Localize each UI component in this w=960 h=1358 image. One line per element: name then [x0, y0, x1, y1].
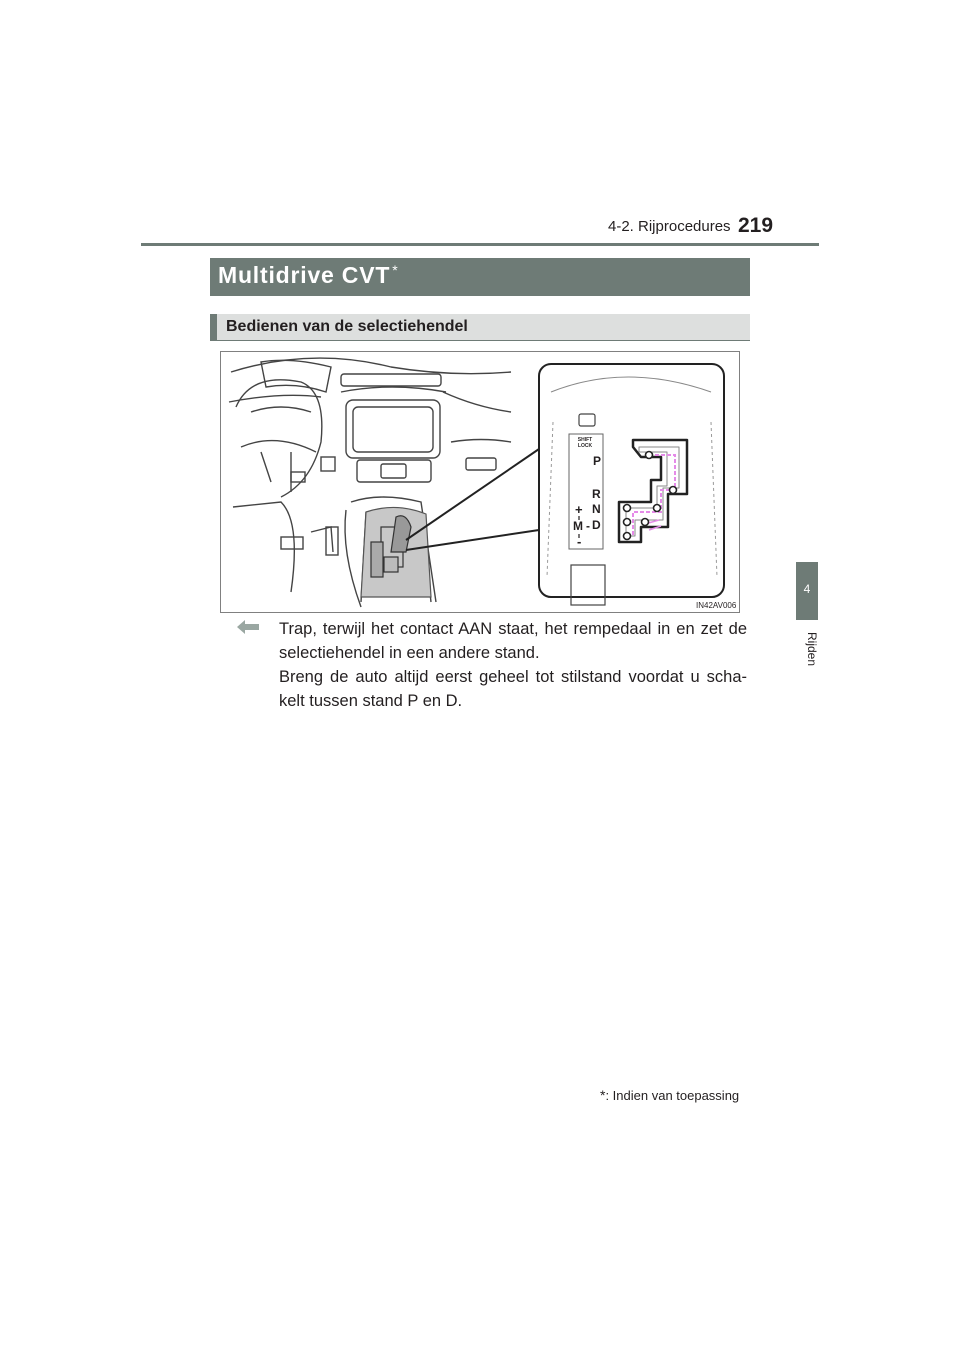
instruction-text [279, 617, 747, 713]
svg-text:-: - [586, 519, 590, 533]
illustration-shift-lever [220, 351, 740, 613]
chapter-tab [796, 562, 818, 620]
footnote-text: : Indien van toepassing [605, 1088, 740, 1103]
page-number: 219 [738, 214, 774, 237]
dashboard-illustration [221, 352, 739, 612]
subheading-bar [210, 314, 750, 341]
manual-m-label: M [573, 519, 583, 533]
section-heading-text: Multidrive CVT [218, 262, 391, 288]
shift-lock-label-line2: LOCK [577, 443, 593, 449]
manual-plus-label: + [575, 502, 583, 517]
gear-label-r: R [592, 487, 601, 501]
subheading: Bedienen van de selectiehendel [226, 318, 468, 335]
instruction-paragraph-2: Breng de auto altijd eerst geheel tot stilstand voordat u scha-kelt tussen stand P en D. [279, 668, 747, 710]
section-heading [218, 262, 398, 289]
figure-code: IN42AV006 [696, 601, 737, 610]
chapter-label: Rijden [805, 632, 819, 667]
asterisk-icon: * [600, 1087, 606, 1103]
instruction-paragraph-1: Trap, terwijl het contact AAN staat, het rempedaal in en zet de selectiehendel in een andere stand. [279, 620, 747, 662]
header-divider [141, 243, 819, 246]
shift-lock-label-line1: SHIFT [577, 437, 593, 443]
bullet-arrow-icon [237, 620, 259, 634]
gear-label-n: N [592, 502, 601, 516]
section-title: 4-2. Rijprocedures [608, 218, 731, 235]
asterisk-icon: * [392, 262, 399, 278]
section-heading-bar [210, 258, 750, 296]
subheading-marker [210, 314, 217, 341]
footnote [600, 1087, 739, 1103]
manual-minus-label: - [577, 534, 582, 549]
gear-label-p: P [593, 454, 602, 468]
gear-label-d: D [592, 518, 601, 532]
chapter-number: 4 [803, 582, 811, 596]
